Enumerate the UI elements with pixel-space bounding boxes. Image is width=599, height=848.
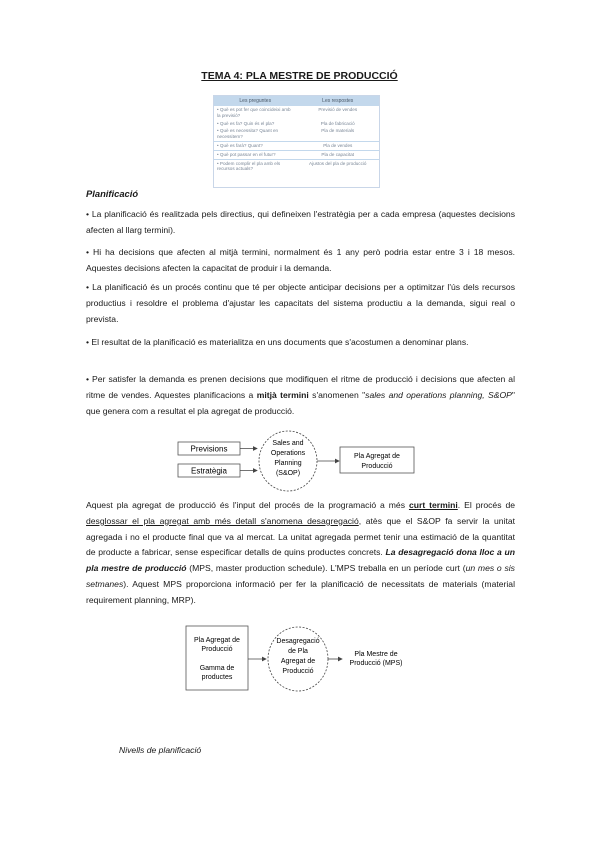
subsection-heading: Nivells de planificació	[119, 745, 202, 755]
table-cell: Pla de vendes	[323, 142, 353, 148]
bullet-paragraph: • Hi ha decisions que afecten al mitjà termini, normalment és 1 any però podria estar entre 3 i 18 mesos. Aquestes decisions afecten la capacitat de produir i la demanda.	[86, 247, 515, 273]
table-header-answers: Les respostes	[322, 98, 354, 104]
input-text-4: productes	[201, 674, 233, 681]
mps-text-2: Producció (MPS)	[349, 660, 403, 667]
desagregacio-text-4: Producció	[282, 668, 314, 675]
sop-diagram	[170, 428, 430, 494]
bullet-paragraph: • El resultat de la planificació es materialitza en uns documents que s'acostumen a denominar plans.	[86, 337, 469, 347]
page-title: TEMA 4: PLA MESTRE DE PRODUCCIÓ	[201, 70, 398, 82]
table-cell: • Què es fa? Quin és el pla?	[217, 120, 275, 126]
sop-text-1: Sales and	[272, 440, 304, 447]
table-row	[214, 106, 379, 120]
table-row	[214, 120, 379, 128]
table-cell: • Què es necessita? Quant en necessitem?	[217, 128, 279, 140]
desagregacio-diagram	[180, 620, 420, 700]
planning-questions-table	[213, 95, 380, 188]
table-header-questions: Les preguntes	[239, 98, 272, 104]
desagregacio-text-2: de Pla	[288, 648, 308, 655]
sop-text-4: (S&OP)	[275, 470, 301, 477]
table-cell: Previsió de vendes	[318, 107, 358, 112]
desagregacio-text-1: Desagregació	[276, 638, 320, 645]
table-cell: Pla de materials	[321, 128, 355, 134]
desagregacio-text-3: Agregat de	[280, 658, 316, 665]
sop-text-3: Planning	[274, 460, 302, 467]
table-cell: Ajustos del pla de producció	[309, 160, 367, 166]
table-row	[214, 141, 379, 150]
bullet-paragraph: • Per satisfer la demanda es prenen decisions que modifiquen el ritme de producció i decisions que afecten al ritme de vendes. Aquestes planificacions a mitjà termini s'anomenen "sales and operations planning, S&OP" que genera com a resultat el pla agregat de producció.	[86, 374, 515, 416]
table-cell: • Què es pot fer que coincideixi amb la previsió?	[217, 107, 291, 118]
table-row	[214, 159, 379, 174]
input-text-1: Pla Agregat de	[194, 637, 240, 644]
table-cell: • Què pot passar en el futur?	[217, 151, 276, 157]
mps-text-1: Pla Mestre de	[354, 651, 398, 658]
table-cell: Pla de fabricació	[320, 120, 355, 126]
table-cell: Pla de capacitat	[321, 151, 355, 157]
table-row	[214, 150, 379, 159]
section-heading: Planificació	[86, 188, 139, 199]
table-header	[214, 96, 379, 106]
input-text-2: Producció	[201, 646, 233, 653]
pla-agregat-text-2: Producció	[361, 463, 393, 470]
table-cell: • Podem complir el pla amb els recursos actuals?	[217, 160, 281, 172]
input-text-3: Gamma de	[199, 665, 235, 672]
bullet-paragraph: • La planificació és un procés continu que té per objecte anticipar decisions per a optimitzar l'ús dels recursos productius i resoldre el problema d'ajustar les capacitats del sistema productiu a la demanda, sigui real o prevista.	[86, 282, 515, 324]
table-row	[214, 127, 379, 141]
pla-agregat-text-1: Pla Agregat de	[354, 453, 400, 460]
estrategia-label: Estratègia	[190, 466, 228, 476]
previsions-label: Previsions	[190, 444, 228, 454]
table-cell: • Què es farà? Quant?	[217, 142, 263, 148]
sop-text-2: Operations	[270, 450, 306, 457]
body-paragraph: Aquest pla agregat de producció és l'input del procés de la programació a més curt termini. El procés de desglossar el pla agregat amb més detall s'anomena desagregació, atès que el S&OP fa servir la unitat agregada i no el producte final que va al mercat. La unitat agregada permet tenir una estimació de la quantitat de producte a fabricar, sense especificar detalls de quins productes concrets. La desagregació dona lloc a un pla mestre de producció (MPS, master production schedule). L'MPS treballa en un període curt (un mes o sis setmanes). Aquest MPS proporciona informació per fer la planificació de necessitats de materials (material requirement planning, MRP).	[86, 500, 516, 605]
bullet-paragraph: • La planificació és realitzada pels directius, qui defineixen l'estratègia per a cada empresa (aquestes decisions afecten al llarg termini).	[86, 209, 515, 235]
